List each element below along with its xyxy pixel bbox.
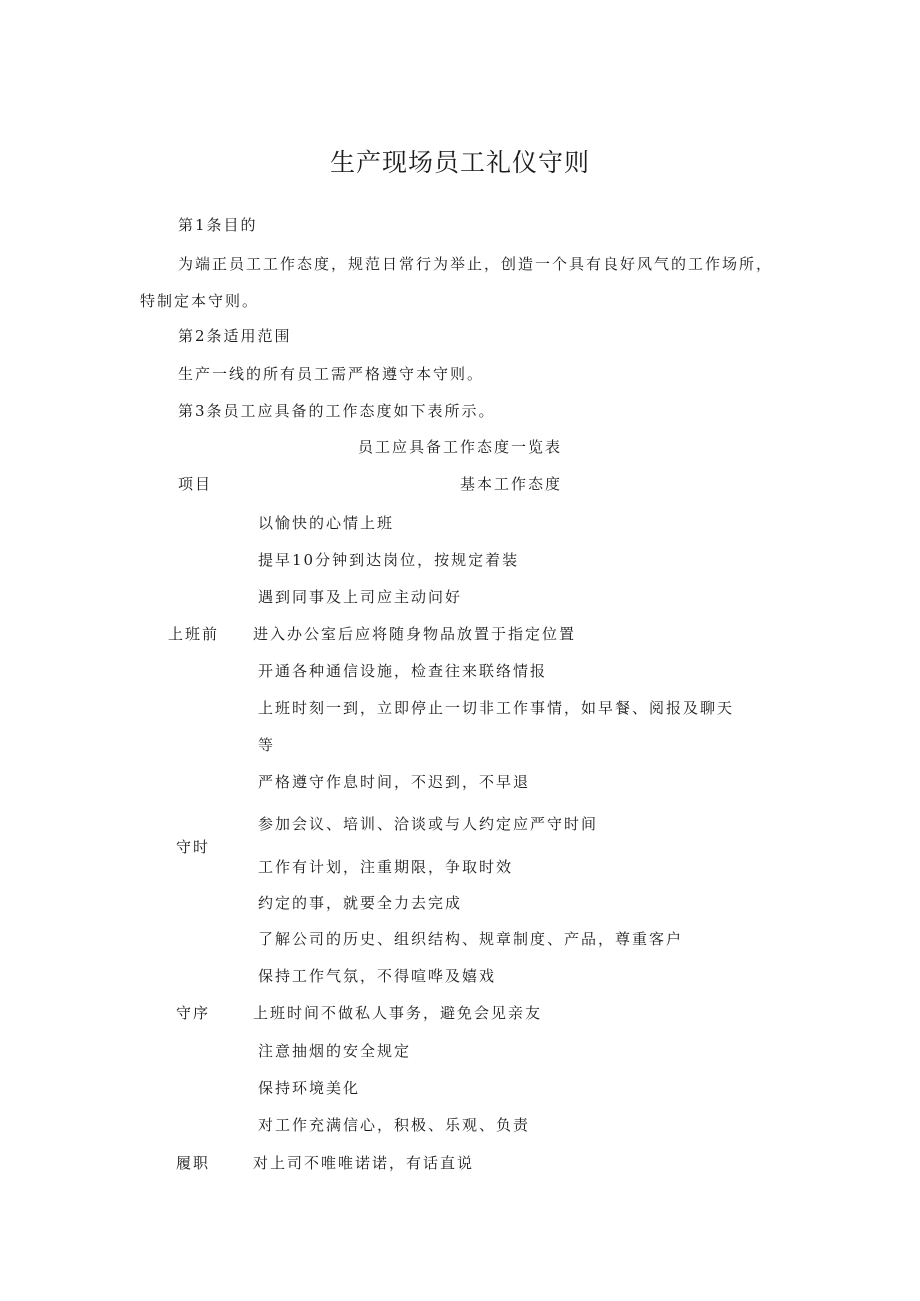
article-3-heading: 第3条员工应具备的工作态度如下表所示。 (178, 402, 496, 420)
list-item: 以愉快的心情上班 (258, 514, 395, 532)
list-item: 了解公司的历史、组织结构、规章制度、产品，尊重客户 (258, 930, 684, 948)
article-2-body: 生产一线的所有员工需严格遵守本守则。 (178, 365, 485, 383)
list-item: 进入办公室后应将随身物品放置于指定位置 (253, 625, 577, 643)
list-item: 对上司不唯唯诺诺，有话直说 (253, 1154, 475, 1172)
table-caption: 员工应具备工作态度一览表 (357, 438, 562, 456)
category-punctuality: 守时 (176, 838, 211, 856)
document-title: 生产现场员工礼仪守则 (329, 148, 590, 177)
list-item: 严格遵守作息时间，不迟到，不早退 (258, 773, 531, 791)
list-item: 保持环境美化 (258, 1079, 361, 1097)
article-1-heading: 第1条目的 (178, 216, 258, 234)
list-item: 遇到同事及上司应主动问好 (258, 588, 463, 606)
list-item: 上班时刻一到，立即停止一切非工作事情，如早餐、阅报及聊天 (258, 699, 735, 717)
article-1-body-line-1: 为端正员工工作态度，规范日常行为举止，创造一个具有良好风气的工作场所， (178, 255, 774, 273)
article-1-body-line-2: 特制定本守则。 (140, 292, 260, 310)
category-order: 守序 (176, 1004, 211, 1022)
table-header-item: 项目 (178, 475, 213, 493)
category-before-work: 上班前 (168, 625, 220, 643)
list-item: 注意抽烟的安全规定 (258, 1042, 412, 1060)
list-item: 工作有计划，注重期限，争取时效 (258, 858, 514, 876)
list-item: 上班时间不做私人事务，避免会见亲友 (253, 1004, 543, 1022)
table-header-attitude: 基本工作态度 (460, 475, 563, 493)
list-item: 保持工作气氛，不得喧哗及嬉戏 (258, 967, 497, 985)
list-item: 提早10分钟到达岗位，按规定着装 (258, 551, 520, 569)
category-duty: 履职 (176, 1154, 211, 1172)
list-item: 等 (258, 736, 276, 754)
list-item: 约定的事，就要全力去完成 (258, 894, 463, 912)
list-item: 开通各种通信设施，检查往来联络情报 (258, 662, 548, 680)
list-item: 对工作充满信心，积极、乐观、负责 (258, 1116, 531, 1134)
list-item: 参加会议、培训、洽谈或与人约定应严守时间 (258, 815, 599, 833)
article-2-heading: 第2条适用范围 (178, 327, 292, 345)
